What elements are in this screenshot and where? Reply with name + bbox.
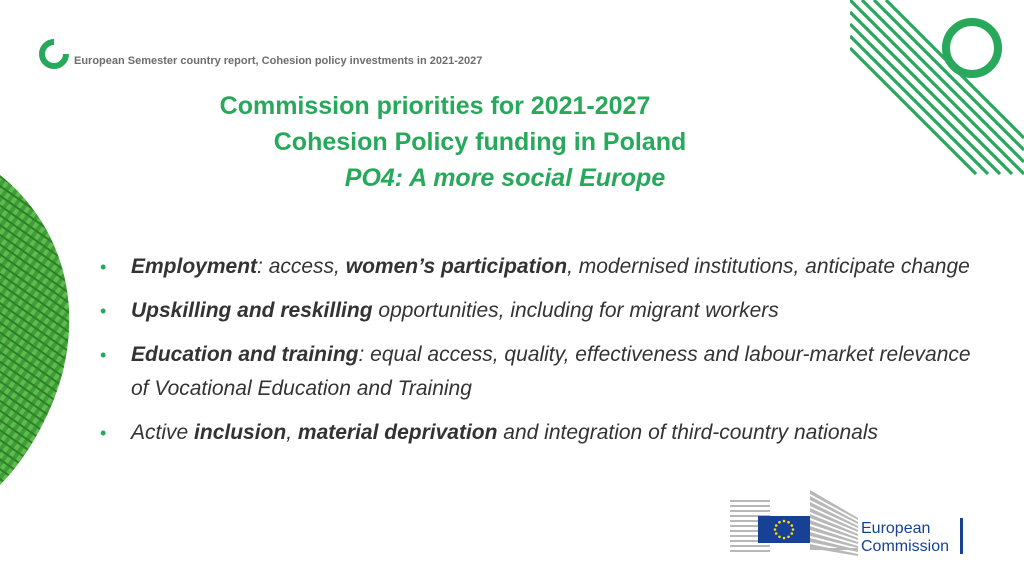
title-line-1: Commission priorities for 2021-2027 — [219, 92, 651, 120]
bullet-dot-icon: • — [100, 345, 107, 365]
slide-title — [200, 88, 760, 196]
bullet-bold-text: women’s participation — [345, 255, 568, 278]
bullet-dot-icon: • — [100, 257, 107, 277]
bullet-dot-icon: • — [100, 423, 107, 443]
bullet-list — [100, 250, 980, 460]
bullet-dot-icon: • — [100, 301, 107, 321]
bullet-text: : equal access, quality, effectiveness and labour-market relevance of Vocational Education and Training — [131, 343, 971, 400]
title-line-2: Cohesion Policy funding in Poland — [273, 128, 687, 156]
bullet-text: Active — [131, 421, 195, 444]
bullet-text: and integration of third-country nationals — [497, 421, 879, 444]
european-commission-logo — [730, 490, 970, 560]
bullet-text: , — [286, 421, 298, 444]
european-commission-wordmark — [861, 520, 949, 556]
bullet-item — [100, 416, 980, 450]
logo-line-1: European — [861, 520, 931, 537]
report-header-text: European Semester country report, Cohesion policy investments in 2021-2027 — [74, 55, 483, 67]
logo-line-2: Commission — [861, 538, 950, 555]
title-line-3: PO4: A more social Europe — [344, 164, 666, 192]
bullet-bold-text: inclusion — [194, 421, 287, 444]
green-ring-arc-icon — [38, 38, 70, 70]
bullet-text: , modernised institutions, anticipate change — [567, 255, 970, 278]
bullet-text: opportunities, including for migrant workers — [372, 299, 779, 322]
bullet-bold-text: Employment — [131, 255, 258, 278]
bullet-bold-text: Upskilling and reskilling — [131, 299, 373, 322]
bullet-bold-text: material deprivation — [297, 421, 498, 444]
logo-divider-bar — [960, 518, 963, 554]
bullet-bold-text: Education and training — [131, 343, 359, 366]
bullet-item — [100, 250, 980, 284]
green-textile-decoration — [0, 175, 90, 485]
bullet-text: : access, — [257, 255, 346, 278]
green-ring-icon — [940, 16, 1004, 80]
bullet-item — [100, 294, 980, 328]
bullet-item — [100, 338, 980, 406]
eu-flag-icon — [758, 516, 810, 543]
